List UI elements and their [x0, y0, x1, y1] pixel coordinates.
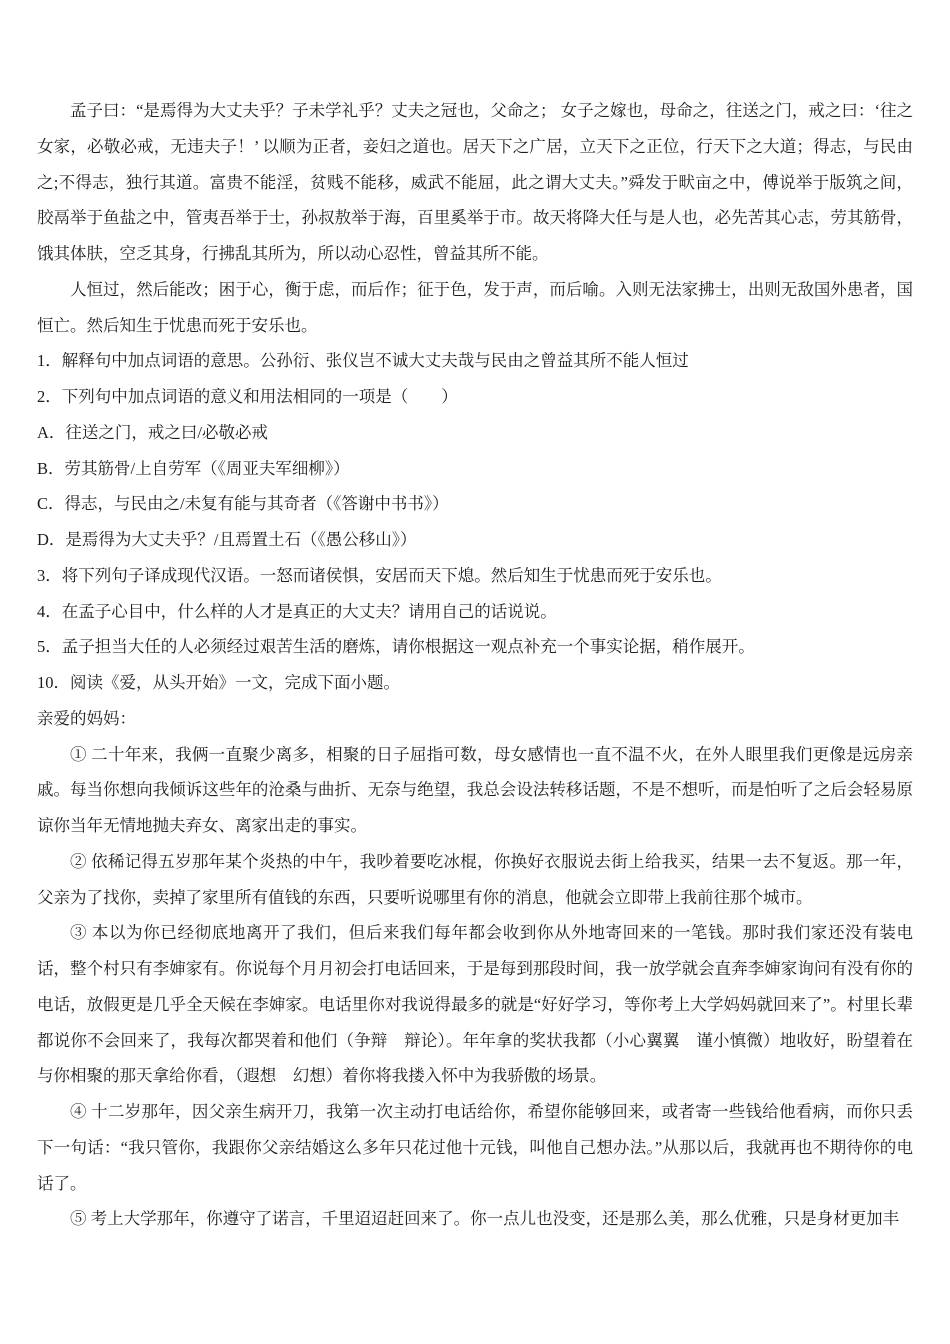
paragraph-letter-salutation: 亲爱的妈妈： [37, 708, 136, 728]
paragraph-letter-para-1: ① 二十年来，我俩一直聚少离多，相聚的日子屈指可数，母女感情也一直不温不火，在外人眼里我们更像是远房亲戚。每当你想向我倾诉这些年的沧桑与曲折、无奈与绝望，我总会设法转移话题，不是不想听，而是怕听了之后会轻易原谅你当年无情地抛夫弃女、离家出走的事实。 [37, 744, 913, 835]
paragraph-question-2: 2．下列句中加点词语的意义和用法相同的一项是（ ） [37, 387, 458, 406]
paragraph-mencius-passage-part2: 人恒过，然后能改；困于心，衡于虑，而后作；征于色，发于声，而后喻。入则无法家拂士，出则无敌国外患者，国恒亡。然后知生于忧患而死于安乐也。 [37, 279, 913, 335]
paragraph-question-10: 10．阅读《爱，从头开始》一文，完成下面小题。 [37, 673, 400, 692]
paragraph-question-3: 3．将下列句子译成现代汉语。一怒而诸侯惧，安居而天下熄。然后知生于忧患而死于安乐也。 [37, 565, 722, 585]
paragraph-question-2-option-c: C．得志，与民由之/未复有能与其奇者（《答谢中书书》） [37, 494, 449, 514]
paragraph-question-2-option-a: A．往送之门，戒之曰/必敬必戒 [37, 422, 268, 442]
paragraph-question-5: 5．孟子担当大任的人必须经过艰苦生活的磨炼，请你根据这一观点补充一个事实论据，稍作展开。 [37, 637, 755, 657]
paragraph-mencius-passage-part1: 孟子曰：“是焉得为大丈夫乎？子未学礼乎？丈夫之冠也，父命之； 女子之嫁也，母命之，往送之门，戒之曰：‘往之女家，必敬必戒，无违夫子！’ 以顺为正者，妾妇之道也。居天下之广居，立天下之正位，行天下之大道；得志，与民由之;不得志，独行其道。富贵不能淫，贫贱不能移，威武不能屈，此之谓大丈夫。”舜发于畎亩之中，傅说举于版筑之间，胶鬲举于鱼盐之中，管夷吾举于士，孙叔敖举于海，百里奚举于市。故天将降大任与是人也，必先苦其心志，劳其筋骨，饿其体肤，空乏其身，行拂乱其所为，所以动心忍性，曾益其所不能。 [37, 101, 913, 263]
paragraph-letter-para-4: ④ 十二岁那年，因父亲生病开刀，我第一次主动打电话给你，希望你能够回来，或者寄一些钱给他看病，而你只丢下一句话：“我只管你，我跟你父亲结婚这么多年只花过他十元钱，叫他自己想办法。”从那以后，我就再也不期待你的电话了。 [37, 1102, 913, 1193]
paragraph-question-4: 4．在孟子心目中，什么样的人才是真正的大丈夫？请用自己的话说说。 [37, 601, 557, 621]
paragraph-question-2-option-d: D．是焉得为大丈夫乎？/且焉置土石（《愚公移山》） [37, 530, 417, 549]
paragraph-letter-para-5: ⑤ 考上大学那年，你遵守了诺言，千里迢迢赶回来了。你一点儿也没变，还是那么美，那么优雅，只是身材更加丰 [70, 1209, 900, 1229]
document-body [37, 93, 913, 1237]
paragraph-letter-para-3: ③ 本以为你已经彻底地离开了我们，但后来我们每年都会收到你从外地寄回来的一笔钱。那时我们家还没有装电话，整个村只有李婶家有。你说每个月月初会打电话回来，于是每到那段时间，我一放学就会直奔李婶家询问有没有你的电话，放假更是几乎全天候在李婶家。电话里你对我说得最多的就是“好好学习，等你考上大学妈妈就回来了”。村里长辈都说你不会回来了，我每次都哭着和他们（争辩 辩论）。年年拿的奖状我都（小心翼翼 谨小慎微）地收好，盼望着在与你相聚的那天拿给你看，（遐想 幻想）着你将我搂入怀中为我骄傲的场景。 [37, 923, 913, 1086]
document-page [37, 93, 913, 1237]
paragraph-question-2-option-b: B．劳其筋骨/上自劳军（《周亚夫军细柳》） [37, 458, 350, 478]
paragraph-letter-para-2: ② 依稀记得五岁那年某个炎热的中午，我吵着要吃冰棍，你换好衣服说去街上给我买，结果一去不复返。那一年，父亲为了找你，卖掉了家里所有值钱的东西，只要听说哪里有你的消息，他就会立即带上我前往那个城市。 [37, 851, 913, 907]
paragraph-question-1: 1．解释句中加点词语的意思。公孙衍、张仪岂不诚大丈夫哉与民由之曾益其所不能人恒过 [37, 351, 689, 371]
